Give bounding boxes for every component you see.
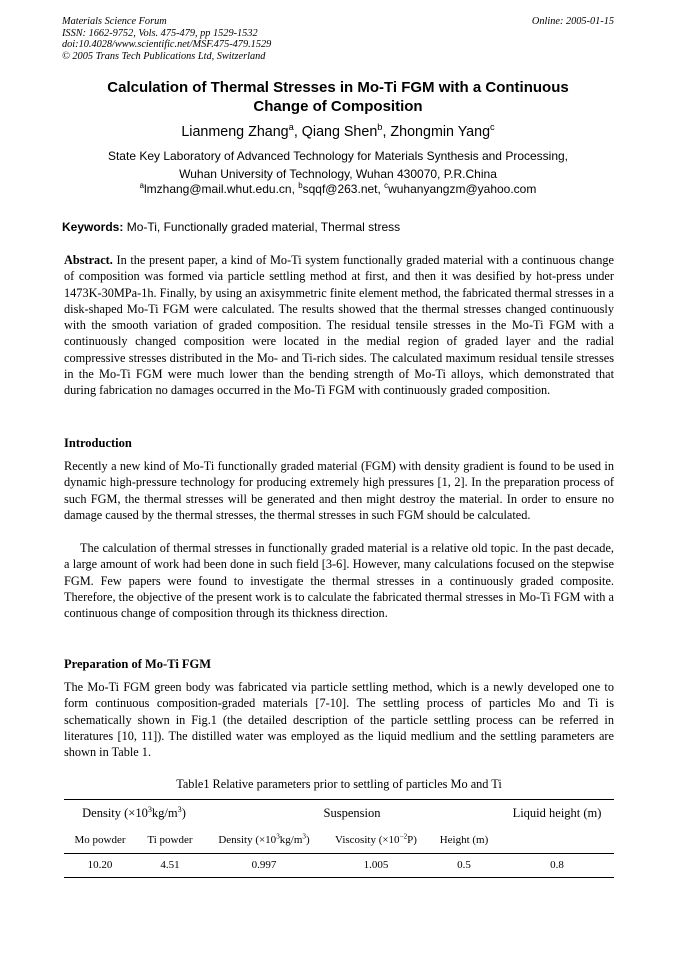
title-line-1: Calculation of Thermal Stresses in Mo-Ti FGM with a Continuous	[107, 79, 569, 96]
author-sup: c	[490, 122, 495, 133]
email-address: sqqf@263.net	[302, 182, 378, 196]
keywords-label: Keywords:	[62, 220, 124, 234]
table-cell: 0.5	[457, 859, 471, 871]
journal-name: Materials Science Forum	[62, 16, 167, 27]
col-suspension-density: Density $(\times 10^3kg/m^3)$	[218, 832, 310, 846]
col-height: Height (m)	[439, 834, 489, 846]
issn: ISSN: 1662-9752, Vols. 475-479, pp 1529-1532	[62, 27, 258, 39]
preparation-heading: Preparation of Mo-Ti FGM	[64, 657, 212, 671]
abstract-text: In the present paper, a kind of Mo-Ti system functionally graded material with a continuous change of composition was formed via particle settling method at first, and then it was desified by hot-press under 1473K-30MPa-1h. Finally, by using an axisymmetric finite element method, the fabricated thermal stresses in a disk-shaped Mo-Ti FGM were calculated. The results showed that the thermal stresses changed continuously with the smooth variation of graded composition. The residual tensile stresses in the Mo-Ti FGM with a continuously changed composition were located in the medial region of graded layer and the radial compressive stresses distributed in the Mo- and Ti-rich sides. The calculated maximum residual tensile stresses in the Mo-Ti FGM were much lower than the bending strength of Mo-Ti alloys, which demonstrated that during fabrication no damages occurred in the Mo-Ti FGM with continuously graded composition.	[64, 253, 615, 398]
email-sup: a	[139, 181, 144, 190]
doi: doi:10.4028/www.scientific.net/MSF.475-479.1529	[62, 39, 272, 50]
keywords	[62, 220, 400, 234]
paper-title	[62, 78, 614, 116]
preparation-paragraph-1: The Mo-Ti FGM green body was fabricated via particle settling method, which is a newly developed one to form continuous composition-graded materials [7-10]. The settling process of particles Mo and Ti is schematically shown in Fig.1 (the detailed description of the particle settling process can be referred in literatures [10, 11]). The distilled water was employed as the liquid medlium and the settling parameters are shown in Table 1.	[64, 680, 614, 760]
title-line-2: Change of Composition	[253, 98, 423, 115]
introduction-heading: Introduction	[64, 436, 132, 450]
keywords-text: Mo-Ti, Functionally graded material, Thermal stress	[126, 220, 401, 234]
email-sup: c	[384, 181, 389, 190]
journal-header	[62, 16, 271, 62]
abstract	[64, 252, 614, 399]
affiliation-line-2: Wuhan University of Technology, Wuhan 430070, P.R.China	[179, 167, 497, 181]
table-mid-rule	[64, 853, 614, 854]
table-cell: 0.8	[550, 859, 564, 871]
table-cell: 0.997	[251, 859, 277, 871]
author-name: Zhongmin Yang	[390, 124, 491, 140]
copyright: © 2005 Trans Tech Publications Ltd, Switzerland	[62, 50, 266, 62]
email-sup: b	[298, 181, 303, 190]
author-list	[62, 124, 614, 140]
col-viscosity: Viscosity $(\times 10^{-2}P)$	[335, 832, 417, 846]
online-date: Online: 2005-01-15	[531, 16, 614, 27]
table-bottom-rule	[64, 877, 614, 878]
email-list	[62, 182, 614, 196]
email-sep: ,	[377, 182, 385, 196]
introduction-paragraph-1: Recently a new kind of Mo-Ti functionally graded material (FGM) with density gradient is found to be used in dynamic high-pressure technology for producing extremely high pressures [1, 2]. In the preparation process of such FGM, the thermal stresses will be generated and then might destroy the material. In order to ensure no damage caused by the thermal stresses, the thermal stresses in such FGM should be calculated.	[64, 459, 614, 522]
affiliation	[62, 147, 614, 183]
table-caption: Table1 Relative parameters prior to settling of particles Mo and Ti	[176, 777, 502, 791]
table-top-rule	[64, 799, 614, 800]
affiliation-line-1: State Key Laboratory of Advanced Technology for Materials Synthesis and Processing,	[107, 149, 569, 163]
author-name: Qiang Shen	[301, 124, 378, 140]
table-cell: 1.005	[363, 859, 389, 871]
author-sep: ,	[293, 124, 302, 140]
header-density-group: Density $(\times 10^3kg/m^3)$	[82, 804, 186, 820]
email-sep: ,	[291, 182, 299, 196]
author-sep: ,	[382, 124, 391, 140]
abstract-label: Abstract.	[64, 253, 113, 267]
table-cell: 10.20	[87, 859, 113, 871]
author-sup: b	[377, 122, 383, 133]
introduction-paragraph-2: The calculation of thermal stresses in functionally graded material is a relative old topic. In the past decade, a large amount of work had been done in such field [3-6]. However, many calculations focused on the stepwise FGM. Few papers were found to investigate the thermal stresses in a continuously graded composite. Therefore, the objective of the present work is to calculate the fabricated thermal stresses in Mo-Ti FGM with a continuous change of composition through its thickness direction.	[64, 541, 614, 621]
author-sup: a	[288, 122, 294, 133]
author-name: Lianmeng Zhang	[181, 124, 289, 140]
col-mo-powder: Mo powder	[74, 834, 126, 846]
header-suspension-group: Suspension	[323, 806, 381, 820]
col-ti-powder: Ti powder	[147, 834, 193, 846]
email-address: lmzhang@mail.whut.edu.cn	[143, 182, 292, 196]
table-cell: 4.51	[160, 859, 180, 871]
email-address: wuhanyangzm@yahoo.com	[388, 182, 537, 196]
header-liquid-height: Liquid height (m)	[512, 806, 602, 820]
